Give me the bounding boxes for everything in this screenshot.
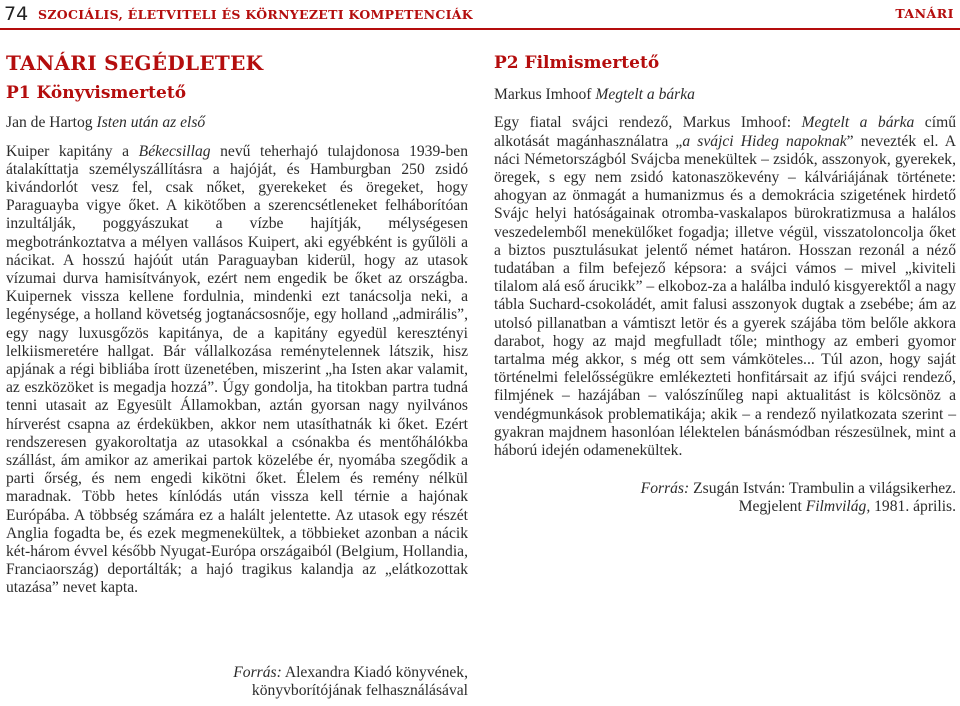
main-title: TANÁRI SEGÉDLETEK [6, 51, 264, 75]
book-source [6, 664, 468, 700]
film-source-line2a: Megjelent [738, 498, 806, 516]
film-source-line1: Zsugán István: Trambulin a világsikerhez. [689, 480, 956, 498]
running-title: SZOCIÁLIS, ÉLETVITELI ÉS KÖRNYEZETI KOMPETENCIÁK [38, 6, 473, 22]
film-source-line2b: 1981. április. [870, 498, 956, 516]
header-right-label: TANÁRI [895, 6, 954, 21]
right-column [494, 44, 956, 516]
film-director: Markus Imhoof [494, 86, 592, 104]
film-summary-c: ” nevezték el. A náci Németországból Svájcba menekültek – zsidók, asszonyok, gyerekek, öregek, s egy nem zsidó katonaszökevény – kálváriájának története: ahogyan az önmagát a humanizmus és a demokrácia szigetének hirdető Svájc helyi hatóságainak otromba-vaskalapos bürokratizmusa a halálos veszedelemből menekülőket fogadja; illetve végül, visszatoloncolja őket a biztos pusztulásukat jelentő német határon. Hosszan rezonál a néző tudatában a film befejező képsora: a svájci vámos – mivel „kiviteli tilalom alá eső árucikk” – elkoboz-za a halálba induló kisgyerektől a nagy tábla Suchard-csokoládét, amit falusi asszonyok dugtak a zsebébe; ám az utolsó pillanatban a vámtiszt letör és a gyerek szájába töm belőle akkora darabot, hogy az majd megfulladt tőle; minthogy az emberi gyomor tartalma még akkor, s még ott sem vámköteles... Túl azon, hogy saját történelmi felelősségükre emlékezteti honfitársait az ifjú svájci rendező, filmjének – hazájában – valószínűleg napi aktualitást is kölcsönöz a vendégmunkások problematikája; akik – a rendező nyilatkozata szerint – gyakran majdnem hasonlóan lélektelen bánásmódban részesülnek, mint a háború idején odamenekültek. [494, 132, 957, 460]
film-source-magazine: Filmvilág, [805, 498, 871, 516]
book-citation [6, 114, 468, 132]
source-label: Forrás: [233, 664, 282, 681]
page-number: 74 [4, 3, 29, 25]
film-nickname: a svájci Hideg napoknak [682, 132, 847, 150]
film-summary [494, 114, 956, 460]
source-line1: Alexandra Kiadó könyvének, [281, 664, 468, 681]
header-rule [0, 28, 960, 30]
book-title: Isten után az első [96, 114, 206, 132]
book-author: Jan de Hartog [6, 114, 93, 132]
film-source-label: Forrás: [640, 480, 690, 498]
left-column [6, 44, 468, 598]
section1-heading: P1 Könyvismertető [6, 83, 187, 104]
section2-heading: P2 Filmismertető [494, 53, 660, 73]
summary-start: Kuiper kapitány a [6, 142, 139, 160]
film-title-inline: Megtelt a bárka [801, 114, 915, 132]
page-header [0, 0, 960, 28]
book-summary [6, 143, 468, 598]
film-summary-b: című alkotását magánhasználatra „ [494, 114, 956, 150]
source-line2: könyvborítójának felhasználásával [251, 682, 468, 699]
film-title: Megtelt a bárka [595, 86, 695, 104]
film-summary-a: Egy fiatal svájci rendező, Markus Imhoof: [494, 114, 802, 132]
film-source [494, 480, 956, 516]
ship-name: Békecsillag [138, 142, 211, 160]
film-citation [494, 86, 956, 104]
summary-rest: nevű teherhajó tulajdonosa 1939-ben átalakíttatja személyszállításra a hajóját, és Hamburgban 250 zsidó kivándorlót vesz fel, csak nőket, gyerekeket és öregeket, hogy Paraguayba vigye őket. A kikötőben a szerencsétleneket felháborítóan inzultálják, poggyászukat a vízbe hajítják, mélységesen megbotránkoztatva a mélyen vallásos Kuipert, aki egyébként is gyűlöli a nácikat. A hosszú hajóút után Paraguayban kiderül, hogy az utasok vízumai durva hamisítványok, ezért nem engedik be őket az országba. Kuipernek vissza kellene fordulnia, mindenki ezt tanácsolja neki, a legénysége, a holland követség jogtanácsosnője, egy holland „admirális”, egy nagy luxusgőzös kapitánya, de a kapitány egyedül keresztényi lelkiismeretére hallgat. Bár vállalkozása reménytelennek látszik, hisz apjának a régi bibliába írott üzenetében, miszerint „ha Isten akar valamit, az eszközöket is megadja hozzá”. Úgy gondolja, ha titokban partra tudná tenni utasait az Egyesült Államokban, aztán gyorsan nagy nyilvános hírverést csapna az érdekükben, akkor nem utasíthatnák ki őket. Ezért rendszeresen gyakoroltatja az utasokkal a csónakba és mentőhálókba szállást, ám amikor az amerikai partok közelébe ér, nyomába szegődik a parti őrség, és nem engedi kikötni őket. Élelem és remény nélkül maradnak. Több hetes kínlódás után vissza kell térnie a hajónak Európába. A többség számára ez a halált jelentette. Az utasok egy részét Anglia fogadta be, és ezek megmenekültek, a többieket azonban a nácik két-három évvel később Nyugat-Európa országaiból (Belgium, Hollandia, Franciaország) deportálták; a hajó tragikus kalandja az „elátkozottak utazása” nevet kapta. [6, 142, 468, 597]
